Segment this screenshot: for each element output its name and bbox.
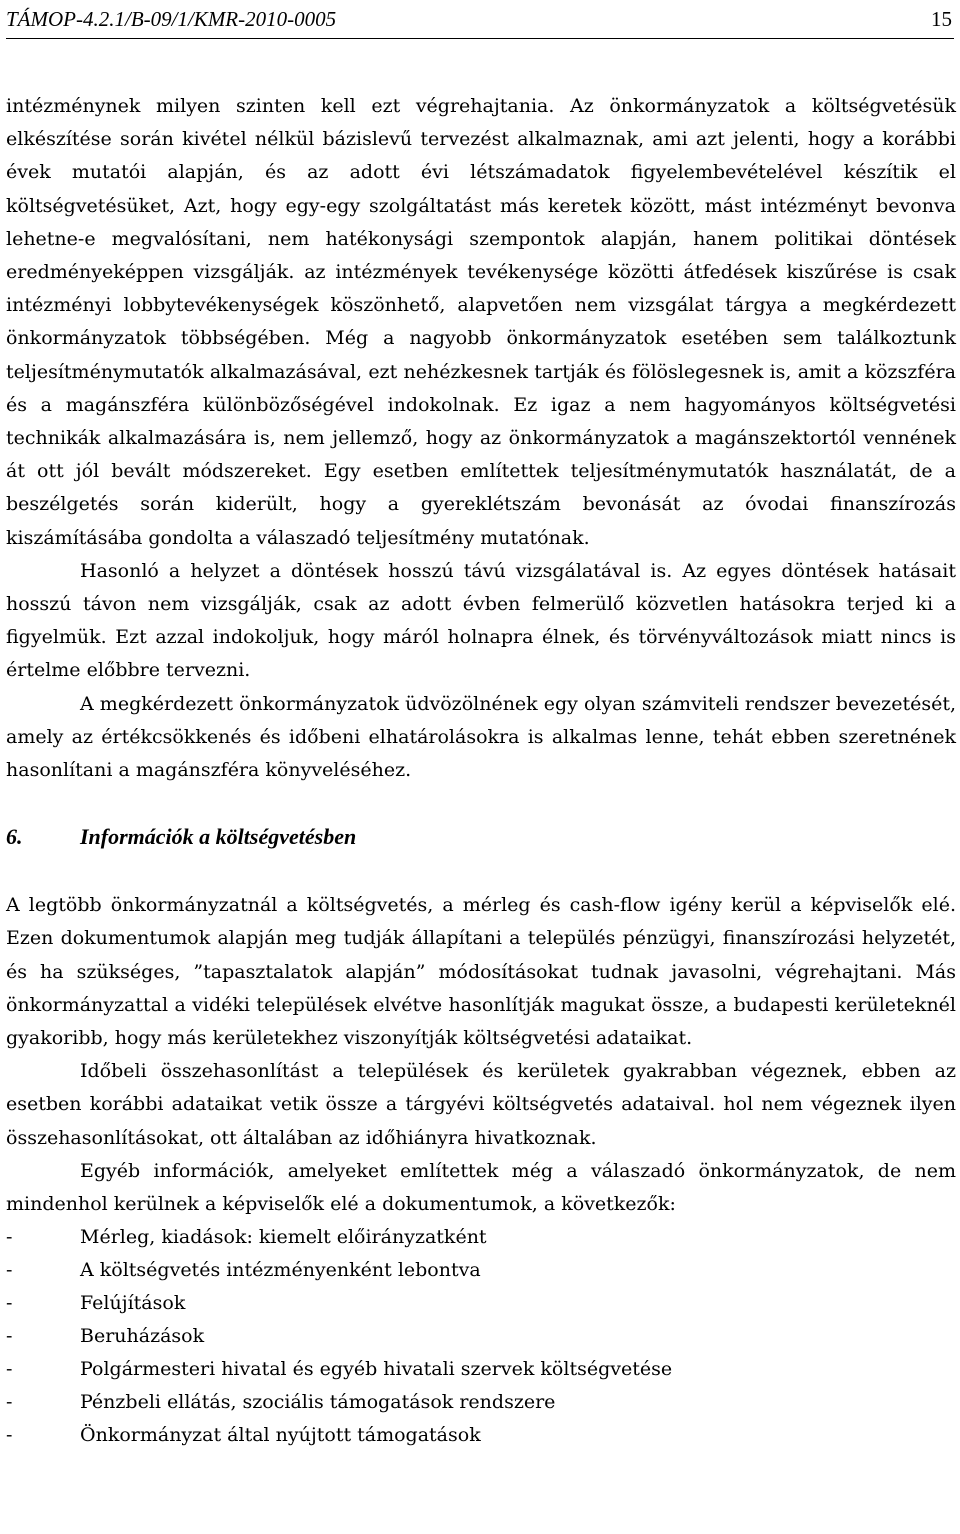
list-item-text: A költségvetés intézményenként lebontva [80,1259,481,1282]
paragraph: A legtöbb önkormányzatnál a költségvetés, a mérleg és cash-flow igény kerül a képviselők elé. Ezen dokumentumok alapján meg tudják állapítani a település pénzügyi, finanszírozási helyzetét, és ha szükséges, ”tapasztalatok alapján” módosításokat tudnak javasolni, végrehajtani. Más önkormányzattal a vidéki települések elvétve hasonlítják magukat össze, a budapesti kerületeknél gyakoribb, hogy más kerületekhez viszonyítják költségvetési adataikat. [6,894,956,1050]
list-bullet: - [6,1358,13,1381]
list-item [6,1221,956,1254]
spacer [6,853,956,889]
paragraph: A megkérdezett önkormányzatok üdvözölnének egy olyan számviteli rendszer bevezetését, amely az értékcsökkenés és időbeni elhatárolásokra is alkalmas lenne, tehát ebben szeretnének hasonlítani a magánszféra könyveléséhez. [6,692,956,782]
page-header [6,4,952,34]
project-code: TÁMOP-4.2.1/B-09/1/KMR-2010-0005 [6,6,337,31]
list-bullet: - [6,1259,13,1282]
list-bullet: - [6,1325,13,1348]
list-item [6,1353,956,1386]
section-number: 6. [6,824,23,850]
list-item [6,1386,956,1419]
document-body [6,90,956,1452]
list-item-text: Mérleg, kiadások: kiemelt előirányzatként [80,1226,487,1249]
paragraph: Hasonló a helyzet a döntések hosszú távú vizsgálatával is. Az egyes döntések hatásait hosszú távon nem vizsgálják, csak az adott évben felmerülő közvetlen hatásokra terjed ki a figyelmük. Ezt azzal indokoljuk, hogy máról holnapra élnek, és törvényváltozások miatt nincs is értelme előbbre tervezni. [6,559,956,682]
item-list [6,1221,956,1452]
paragraph: Egyéb információk, amelyeket említettek még a válaszadó önkormányzatok, de nem mindenhol kerülnek a képviselők elé a dokumentumok, a következők: [6,1159,956,1216]
paragraph: Időbeli összehasonlítást a települések és kerületek gyakrabban végeznek, ebben az esetben korábbi adataikat vetik össze a tárgyévi költségvetés adataival. hol nem végeznek ilyen összehasonlításokat, ott általában az időhiányra hivatkoznak. [6,1060,956,1149]
list-item-text: Pénzbeli ellátás, szociális támogatások rendszere [80,1391,556,1414]
list-bullet: - [6,1226,13,1249]
list-item [6,1320,956,1353]
paragraph: intézménynek milyen szinten kell ezt végrehajtania. Az önkormányzatok a költségvetésük elkészítése során kivétel nélkül bázislevű tervezést alkalmaznak, ami azt jelenti, hogy a korábbi évek mutatói alapján, és az adott évi létszámadatok figyelembevételével készítik el költségvetésüket, Azt, hogy egy-egy szolgáltatást más keretek között, mást intézményt bevonva lehetne-e megvalósítani, nem hatékonysági szempontok alapján, hanem politikai döntések eredményeképpen vizsgálják. az intézmények tevékenysége közötti átfedések kiszűrése is csak intézményi lobbytevékenységek köszönhető, alapvetően nem vizsgálat tárgya a megkérdezett önkormányzatok többségében. Még a nagyobb önkormányzatok esetében sem találkoztunk teljesítménymutatók alkalmazásával, ezt nehézkesnek tartják és fölöslegesnek is, amit a közszféra és a magánszféra különbözőségével indokolnak. Ez igaz a nem hagyományos költségvetési technikák alkalmazására is, nem jellemző, hogy az önkormányzatok a magánszektortól vennének át ott jól bevált módszereket. Egy esetben említettek teljesítménymutatók használatát, de a beszélgetés során kiderült, hogy a gyereklétszám bevonását az óvodai finanszírozás kiszámításába gondolta a válaszadó teljesítmény mutatónak. [6,95,956,549]
list-item-text: Polgármesteri hivatal és egyéb hivatali szervek költségvetése [80,1358,673,1381]
list-item [6,1287,956,1320]
section-title: Információk a költségvetésben [80,824,357,850]
section-heading [6,820,956,853]
header-rule [6,38,954,39]
list-item [6,1419,956,1452]
page-number: 15 [931,6,952,31]
spacer [6,787,956,820]
list-bullet: - [6,1292,13,1315]
list-item-text: Önkormányzat által nyújtott támogatások [80,1424,481,1447]
list-bullet: - [6,1391,13,1414]
list-bullet: - [6,1424,13,1447]
list-item [6,1254,956,1287]
list-item-text: Beruházások [80,1325,205,1348]
list-item-text: Felújítások [80,1292,186,1315]
